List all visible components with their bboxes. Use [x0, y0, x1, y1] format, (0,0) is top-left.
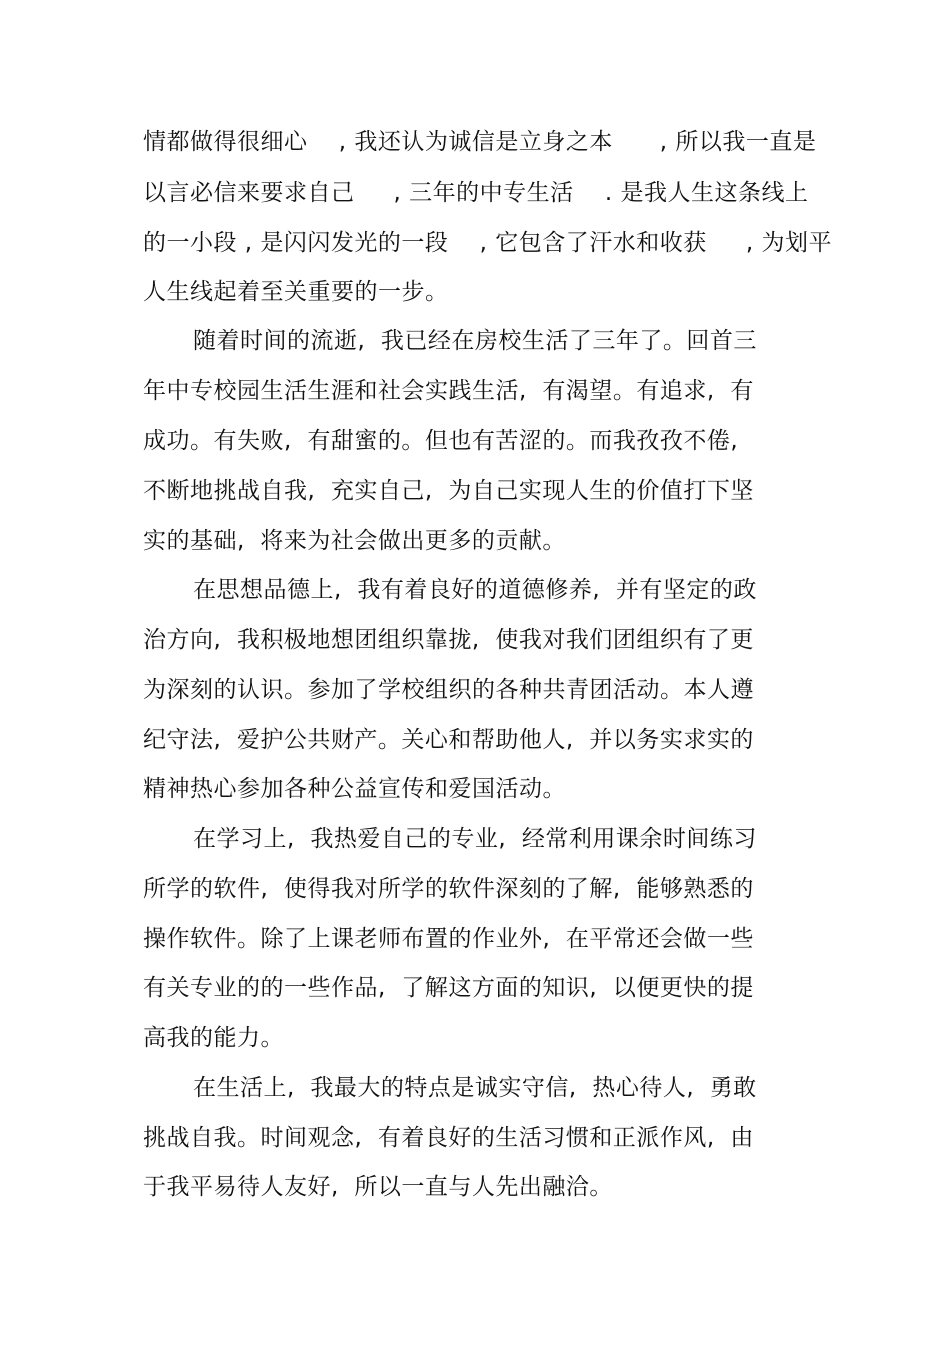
- text-line: 有关专业的的一些作品, 了解这方面的知识, 以便更快的提: [143, 975, 754, 1001]
- text-line: 以言必信来要求自己 , 三年的中专生活 . 是我人生这条线上: [143, 180, 809, 206]
- text-line: 人生线起着至关重要的一步。: [143, 279, 449, 305]
- text-line: 高我的能力。: [143, 1025, 284, 1051]
- text-line: 实的基础, 将来为社会做出更多的贡献。: [143, 528, 566, 554]
- text-line: 纪守法, 爱护公共财产。关心和帮助他人, 并以务实求实的: [143, 727, 754, 753]
- paragraph-first-line: 在思想品德上, 我有着良好的道德修养, 并有坚定的政: [193, 577, 757, 603]
- text-line: 于我平易待人友好, 所以一直与人先出融洽。: [143, 1174, 613, 1200]
- text-line: 精神热心参加各种公益宣传和爱国活动。: [143, 776, 566, 802]
- text-line: 年中专校园生活生涯和社会实践生活, 有渴望。有追求, 有: [143, 378, 754, 404]
- paragraph-first-line: 随着时间的流逝, 我已经在房校生活了三年了。回首三: [193, 328, 757, 354]
- text-line: 所学的软件, 使得我对所学的软件深刻的了解, 能够熟悉的: [143, 876, 754, 902]
- text-line: 成功。有失败, 有甜蜜的。但也有苦涩的。而我孜孜不倦,: [143, 428, 739, 454]
- text-line: 治方向, 我积极地想团组织靠拢, 使我对我们团组织有了更: [143, 627, 754, 653]
- text-line: 情都做得很细心 , 我还认为诚信是立身之本 , 所以我一直是: [143, 129, 817, 155]
- text-line: 挑战自我。时间观念, 有着良好的生活习惯和正派作风, 由: [143, 1125, 754, 1151]
- text-line: 为深刻的认识。参加了学校组织的各种共青团活动。本人遵: [143, 677, 754, 703]
- text-line: 的一小段 , 是闪闪发光的一段 , 它包含了汗水和收获 , 为划平: [143, 230, 832, 256]
- text-line: 操作软件。除了上课老师布置的作业外, 在平常还会做一些: [143, 926, 754, 952]
- text-line: 不断地挑战自我, 充实自己, 为自己实现人生的价值打下坚: [143, 478, 754, 504]
- paragraph-first-line: 在生活上, 我最大的特点是诚实守信, 热心待人, 勇敢: [193, 1075, 757, 1101]
- paragraph-first-line: 在学习上, 我热爱自己的专业, 经常利用课余时间练习: [193, 826, 757, 852]
